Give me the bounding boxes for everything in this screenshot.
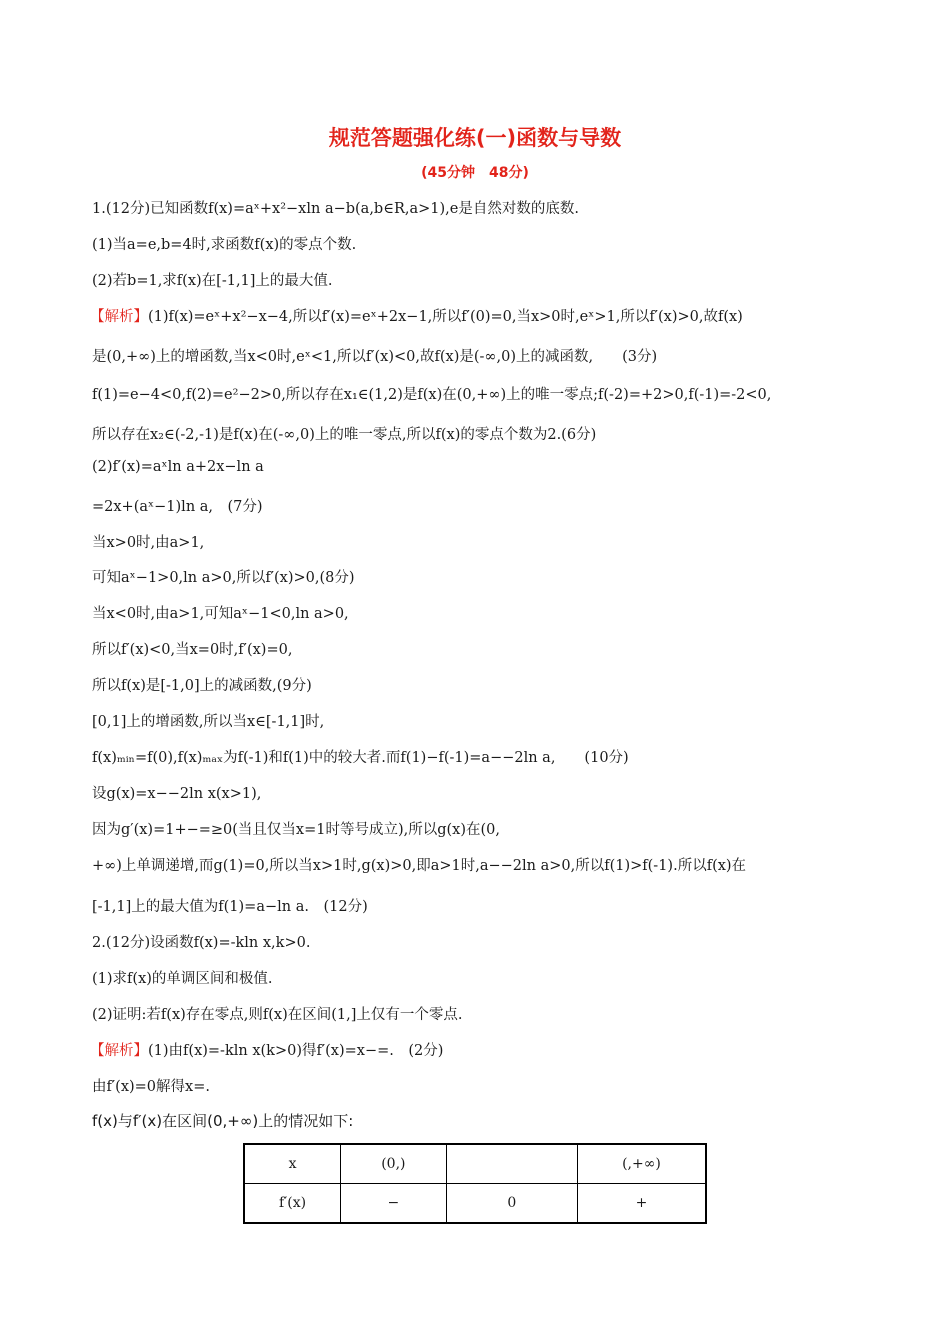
table-cell: + bbox=[577, 1184, 706, 1224]
solution-line: f(1)=e−4<0,f(2)=e²−2>0,所以存在x₁∈(1,2)是f(x)在(0,+∞)上的唯一零点;f(-2)=+2>0,f(-1)=-2<0, bbox=[92, 387, 772, 403]
problem-2-statement: 2.(12分)设函数f(x)=-kln x,k>0. bbox=[92, 935, 311, 951]
solution-line: 所以f′(x)<0,当x=0时,f′(x)=0, bbox=[92, 642, 293, 658]
solution-line: 所以存在x₂∈(-2,-1)是f(x)在(-∞,0)上的唯一零点,所以f(x)的零点个数为2.(6分) bbox=[92, 427, 597, 443]
solution-line: 当x<0时,由a>1,可知aˣ−1<0,ln a>0, bbox=[92, 606, 349, 622]
solution-line: +∞)上单调递增,而g(1)=0,所以当x>1时,g(x)>0,即a>1时,a−−2ln a>0,所以f(1)>f(-1).所以f(x)在 bbox=[92, 858, 747, 874]
page-title: 规范答题强化练(一)函数与导数 bbox=[328, 126, 622, 150]
problem-2-part-2: (2)证明:若f(x)存在零点,则f(x)在区间(1,]上仅有一个零点. bbox=[92, 1007, 463, 1023]
table-cell: 0 bbox=[446, 1184, 577, 1224]
solution-line: =2x+(aˣ−1)ln a, (7分) bbox=[92, 499, 263, 515]
table-cell bbox=[446, 1144, 577, 1184]
sign-table bbox=[243, 1143, 707, 1224]
problem-1-part-1: (1)当a=e,b=4时,求函数f(x)的零点个数. bbox=[92, 237, 357, 253]
table-intro: f(x)与f′(x)在区间(0,+∞)上的情况如下: bbox=[92, 1112, 354, 1130]
solution-line: [-1,1]上的最大值为f(1)=a−ln a. (12分) bbox=[92, 899, 368, 915]
table-cell: (,+∞) bbox=[577, 1144, 706, 1184]
analysis-tag: 【解析】 bbox=[90, 309, 148, 325]
analysis-tag: 【解析】 bbox=[90, 1043, 148, 1059]
page-subtitle: (45分钟 48分) bbox=[421, 165, 529, 181]
solution-line: 因为g′(x)=1+−=≥0(当且仅当x=1时等号成立),所以g(x)在(0, bbox=[92, 822, 501, 838]
solution-line: (2)f′(x)=aˣln a+2x−ln a bbox=[92, 459, 264, 475]
table-cell: x bbox=[244, 1144, 341, 1184]
problem-1-statement: 1.(12分)已知函数f(x)=aˣ+x²−xln a−b(a,b∈R,a>1),e是自然对数的底数. bbox=[92, 201, 579, 217]
solution-line bbox=[90, 1039, 443, 1060]
solution-line: 由f′(x)=0解得x=. bbox=[92, 1079, 210, 1095]
table-cell: f′(x) bbox=[244, 1184, 341, 1224]
table-cell: (0,) bbox=[341, 1144, 447, 1184]
table-row bbox=[244, 1144, 706, 1184]
problem-1-part-2: (2)若b=1,求f(x)在[-1,1]上的最大值. bbox=[92, 273, 333, 289]
solution-line: f(x)ₘᵢₙ=f(0),f(x)ₘₐₓ为f(-1)和f(1)中的较大者.而f(1)−f(-1)=a−−2ln a, (10分) bbox=[92, 750, 629, 766]
solution-line: 所以f(x)是[-1,0]上的减函数,(9分) bbox=[92, 678, 312, 694]
table-cell: − bbox=[341, 1184, 447, 1224]
solution-line: 可知aˣ−1>0,ln a>0,所以f′(x)>0,(8分) bbox=[92, 570, 355, 586]
solution-line: 当x>0时,由a>1, bbox=[92, 535, 205, 551]
solution-text: (1)f(x)=eˣ+x²−x−4,所以f′(x)=eˣ+2x−1,所以f′(0)=0,当x>0时,eˣ>1,所以f′(x)>0,故f(x) bbox=[148, 309, 743, 325]
table-row bbox=[244, 1184, 706, 1224]
solution-line bbox=[90, 305, 743, 326]
solution-text: (1)由f(x)=-kln x(k>0)得f′(x)=x−=. (2分) bbox=[148, 1043, 444, 1059]
solution-line: [0,1]上的增函数,所以当x∈[-1,1]时, bbox=[92, 714, 325, 730]
solution-line: 是(0,+∞)上的增函数,当x<0时,eˣ<1,所以f′(x)<0,故f(x)是(-∞,0)上的减函数, (3分) bbox=[92, 349, 658, 365]
problem-2-part-1: (1)求f(x)的单调区间和极值. bbox=[92, 971, 273, 987]
solution-line: 设g(x)=x−−2ln x(x>1), bbox=[92, 786, 262, 802]
